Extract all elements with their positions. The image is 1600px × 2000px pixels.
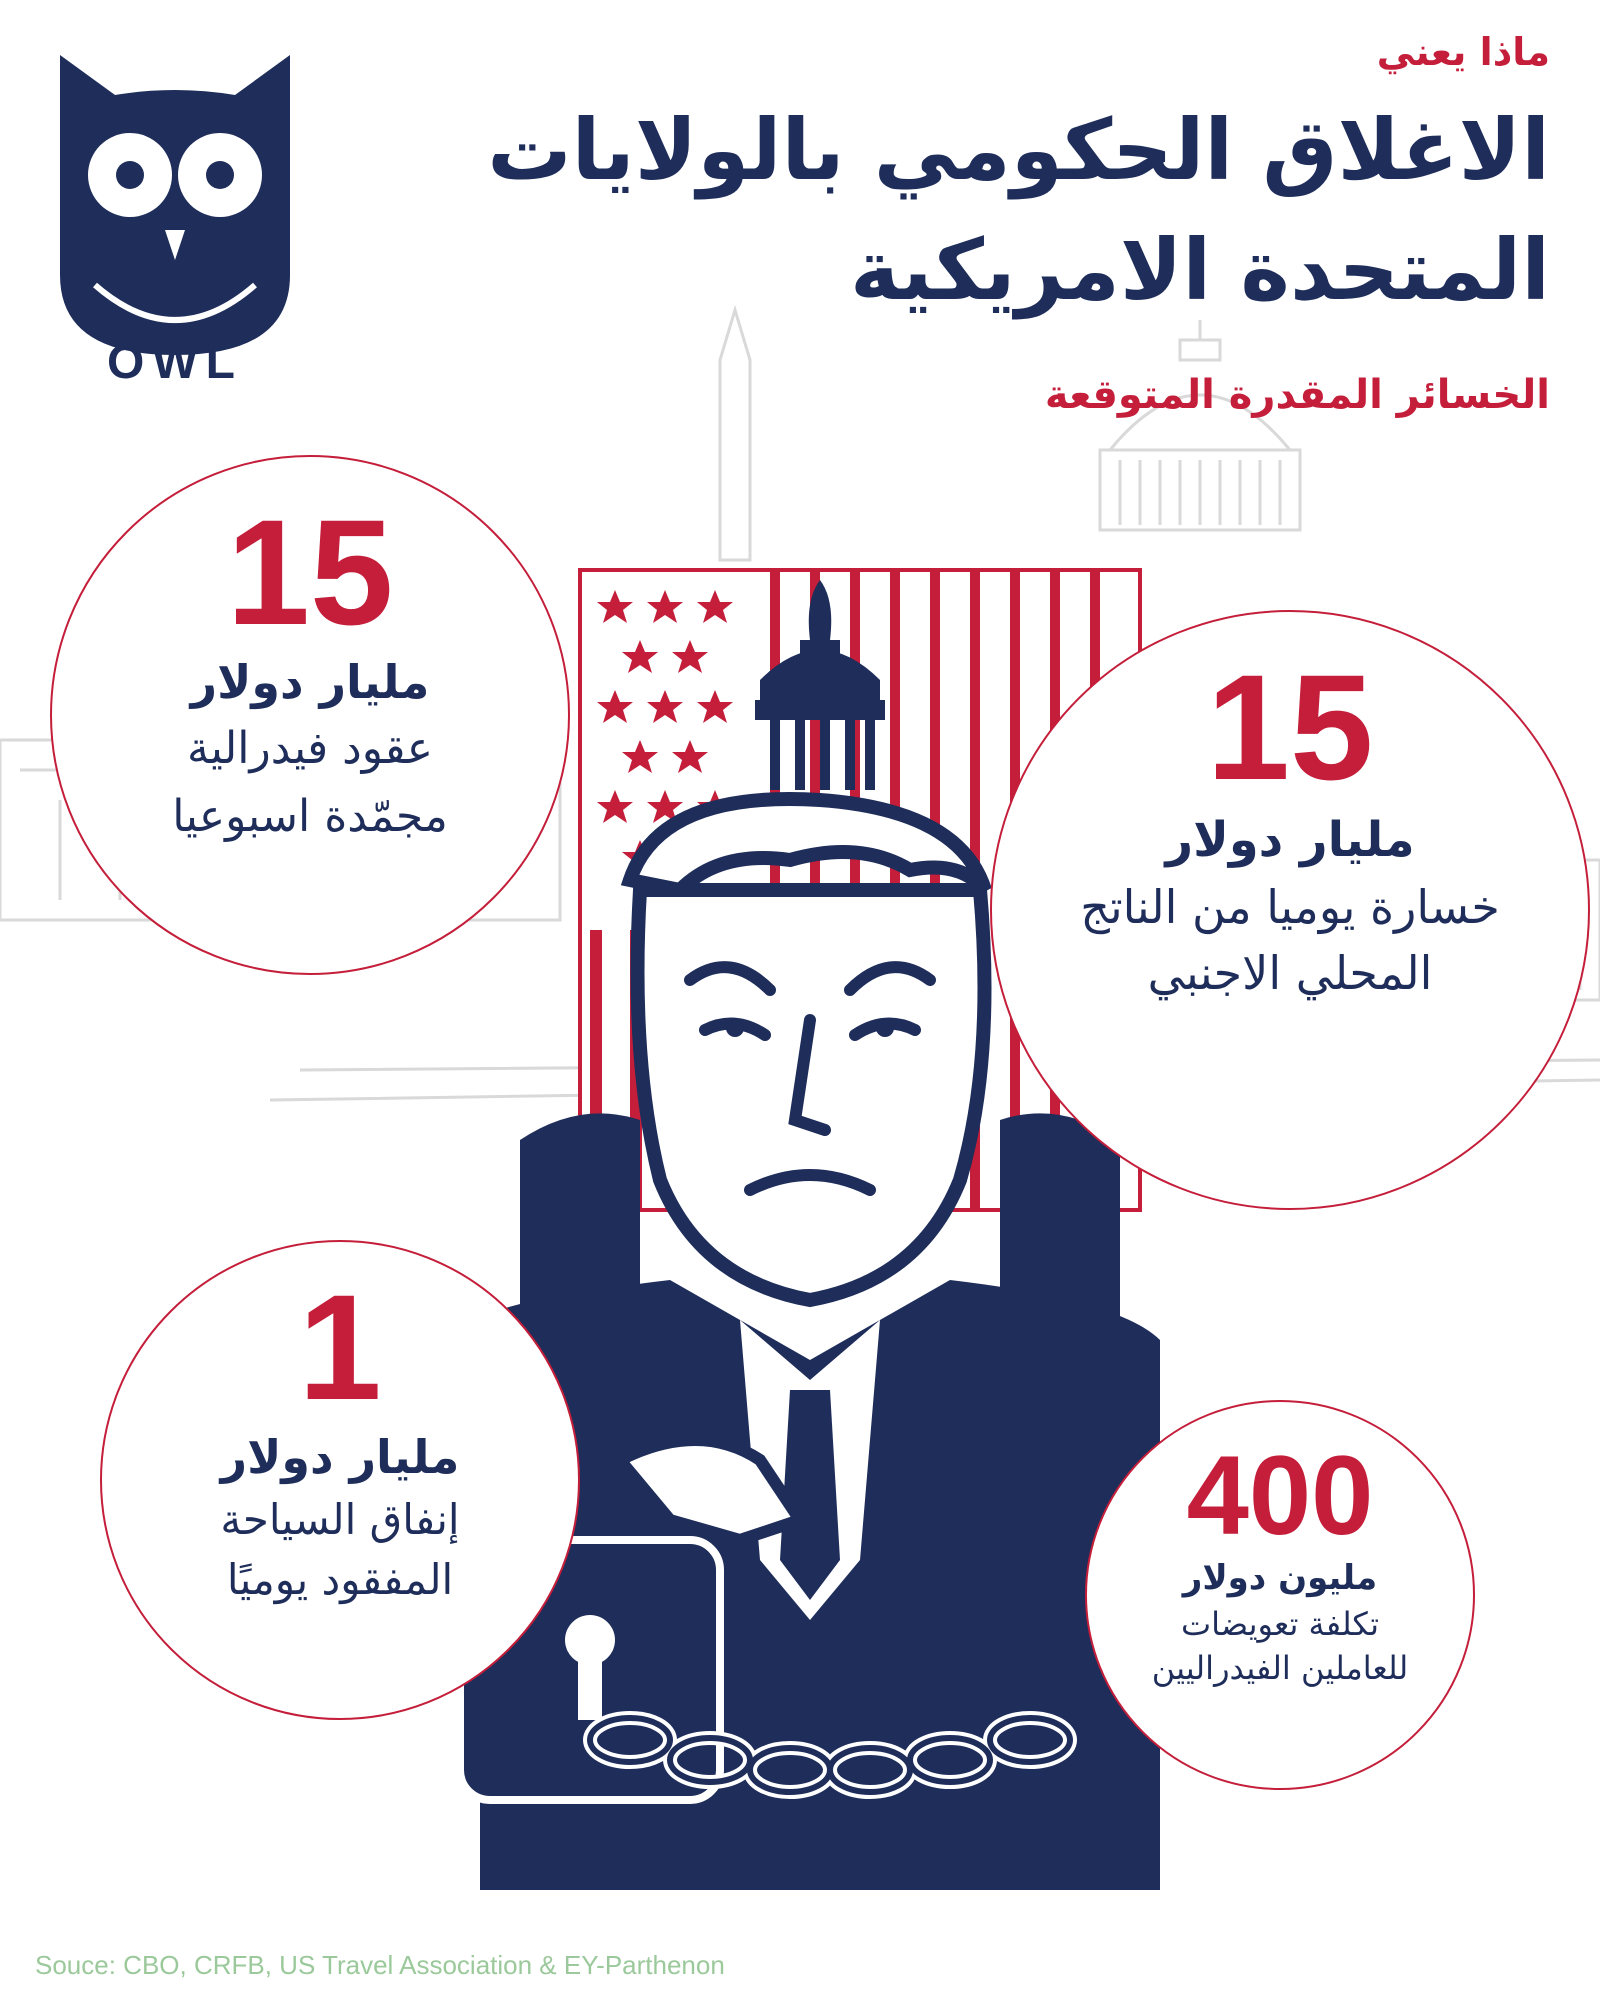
- stat-circle-frozen-contracts: [50, 455, 570, 975]
- stat-description: إنفاق السياحة المفقود يوميًا: [220, 1495, 460, 1604]
- source-note: Souce: CBO, CRFB, US Travel Association & EY-Parthenon: [35, 1950, 725, 1980]
- stat-circle-worker-compensation: [1085, 1400, 1475, 1790]
- stat-description: عقود فيدرالية مجمّدة اسبوعيا: [172, 723, 448, 842]
- stat-circle-daily-gdp-loss: [990, 610, 1590, 1210]
- kicker-text: ماذا يعني: [1376, 30, 1550, 74]
- stat-value: 15: [1206, 643, 1374, 811]
- stat-description: تكلفة تعويضات للعاملين الفيدراليين: [1151, 1605, 1409, 1687]
- stat-value: 15: [226, 488, 394, 656]
- owl-icon: [55, 30, 295, 380]
- page-subtitle: الخسائر المقدرة المتوقعة: [1044, 372, 1550, 418]
- stat-unit: مليار دولار: [190, 655, 430, 709]
- stat-unit: مليار دولار: [1165, 812, 1415, 868]
- page-title: الاغلاق الحكومي بالولايات المتحدة الامريكية: [487, 101, 1550, 319]
- stat-value: 1: [298, 1263, 382, 1431]
- stat-value: 400: [1186, 1433, 1374, 1558]
- stat-circle-tourism-loss: [100, 1240, 580, 1720]
- stat-unit: مليار دولار: [220, 1430, 460, 1484]
- stat-unit: مليون دولار: [1182, 1558, 1378, 1598]
- logo-text: OWL: [107, 336, 243, 389]
- stat-description: خسارة يوميا من الناتج المحلي الاجنبي: [1080, 880, 1500, 1000]
